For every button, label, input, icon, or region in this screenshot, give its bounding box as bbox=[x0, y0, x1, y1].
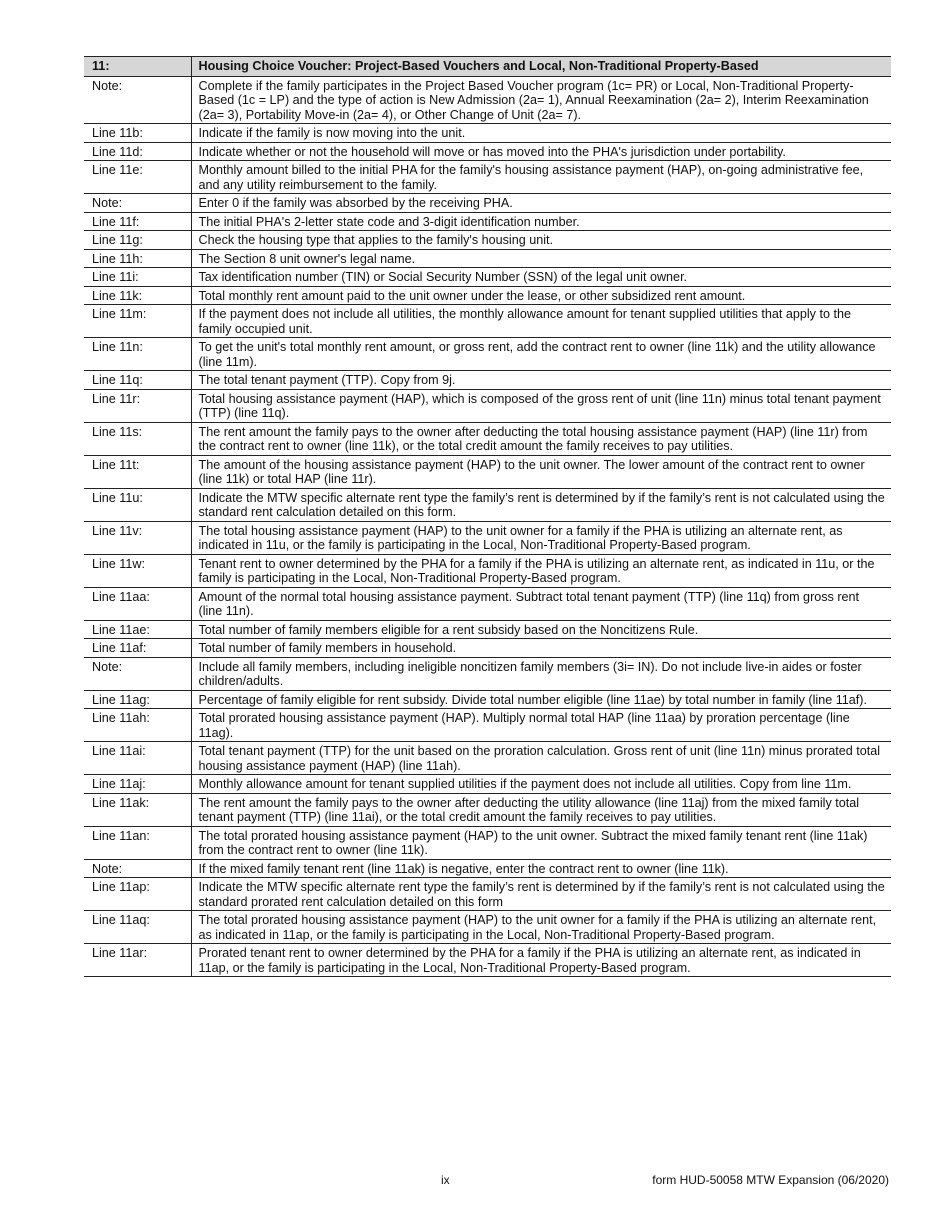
line-label: Line 11v: bbox=[84, 521, 191, 554]
instruction-row bbox=[84, 286, 891, 305]
line-description: Monthly allowance amount for tenant supplied utilities if the payment does not include all utilities. Copy from line 11m. bbox=[191, 775, 891, 794]
line-label: Line 11k: bbox=[84, 286, 191, 305]
line-label: Line 11h: bbox=[84, 249, 191, 268]
line-label: Line 11b: bbox=[84, 124, 191, 143]
line-description: Indicate whether or not the household will move or has moved into the PHA's jurisdiction under portability. bbox=[191, 142, 891, 161]
line-description: Total housing assistance payment (HAP), which is composed of the gross rent of unit (line 11n) minus total tenant payment (TTP) (line 11q). bbox=[191, 389, 891, 422]
line-description: The amount of the housing assistance payment (HAP) to the unit owner. The lower amount of the contract rent to owner (line 11k) or total HAP (line 11r). bbox=[191, 455, 891, 488]
line-label: Line 11i: bbox=[84, 268, 191, 287]
instruction-row bbox=[84, 620, 891, 639]
instruction-row bbox=[84, 554, 891, 587]
line-description: Indicate the MTW specific alternate rent type the family’s rent is determined by if the family’s rent is not calculated using the standard prorated rent calculation detailed on this form bbox=[191, 878, 891, 911]
line-description: Total number of family members eligible for a rent subsidy based on the Noncitizens Rule. bbox=[191, 620, 891, 639]
instruction-row bbox=[84, 488, 891, 521]
line-description: Monthly amount billed to the initial PHA for the family's housing assistance payment (HAP), on-going administrative fee, and any utility reimbursement to the family. bbox=[191, 161, 891, 194]
line-description: To get the unit's total monthly rent amount, or gross rent, add the contract rent to owner (line 11k) and the utility allowance (line 11m). bbox=[191, 338, 891, 371]
instruction-row bbox=[84, 194, 891, 213]
instruction-row bbox=[84, 657, 891, 690]
line-description: Tax identification number (TIN) or Social Security Number (SSN) of the legal unit owner. bbox=[191, 268, 891, 287]
instruction-row bbox=[84, 639, 891, 658]
line-label: Line 11g: bbox=[84, 231, 191, 250]
instructions-body bbox=[84, 76, 891, 977]
instruction-row bbox=[84, 878, 891, 911]
instruction-row bbox=[84, 124, 891, 143]
instruction-row bbox=[84, 422, 891, 455]
line-label: Note: bbox=[84, 859, 191, 878]
instructions-table bbox=[84, 56, 891, 977]
line-label: Note: bbox=[84, 76, 191, 124]
line-description: Percentage of family eligible for rent subsidy. Divide total number eligible (line 11ae) by total number in family (line 11af). bbox=[191, 690, 891, 709]
instruction-row bbox=[84, 142, 891, 161]
page-footer bbox=[0, 1173, 950, 1189]
instruction-row bbox=[84, 587, 891, 620]
line-description: If the mixed family tenant rent (line 11ak) is negative, enter the contract rent to owner (line 11k). bbox=[191, 859, 891, 878]
section-title: Housing Choice Voucher: Project-Based Vouchers and Local, Non-Traditional Property-Based bbox=[191, 57, 891, 77]
instruction-row bbox=[84, 161, 891, 194]
line-label: Line 11ap: bbox=[84, 878, 191, 911]
line-label: Line 11ae: bbox=[84, 620, 191, 639]
line-description: Indicate the MTW specific alternate rent type the family’s rent is determined by if the family’s rent is not calculated using the standard rent calculation detailed on this form. bbox=[191, 488, 891, 521]
line-label: Line 11f: bbox=[84, 212, 191, 231]
instruction-row bbox=[84, 690, 891, 709]
line-description: Total number of family members in household. bbox=[191, 639, 891, 658]
instruction-row bbox=[84, 249, 891, 268]
line-label: Note: bbox=[84, 194, 191, 213]
line-label: Line 11aj: bbox=[84, 775, 191, 794]
section-header-row bbox=[84, 57, 891, 77]
line-label: Line 11r: bbox=[84, 389, 191, 422]
line-label: Line 11ai: bbox=[84, 742, 191, 775]
line-label: Line 11ar: bbox=[84, 944, 191, 977]
line-description: Check the housing type that applies to the family's housing unit. bbox=[191, 231, 891, 250]
line-description: The rent amount the family pays to the owner after deducting the utility allowance (line 11aj) from the mixed family total tenant payment (TTP) (line 11ai), or the total credit amount the family receives to pay utilities. bbox=[191, 793, 891, 826]
line-description: Tenant rent to owner determined by the PHA for a family if the PHA is utilizing an alternate rent, as indicated in 11u, or the family is participating in the Local, Non-Traditional Property-Based program. bbox=[191, 554, 891, 587]
line-label: Line 11af: bbox=[84, 639, 191, 658]
line-label: Note: bbox=[84, 657, 191, 690]
line-description: Enter 0 if the family was absorbed by the receiving PHA. bbox=[191, 194, 891, 213]
line-description: The initial PHA's 2-letter state code and 3-digit identification number. bbox=[191, 212, 891, 231]
line-label: Line 11w: bbox=[84, 554, 191, 587]
instruction-row bbox=[84, 859, 891, 878]
instruction-row bbox=[84, 826, 891, 859]
line-description: If the payment does not include all utilities, the monthly allowance amount for tenant supplied utilities that apply to the family occupied unit. bbox=[191, 305, 891, 338]
instruction-row bbox=[84, 742, 891, 775]
instruction-row bbox=[84, 338, 891, 371]
document-page bbox=[84, 56, 891, 977]
line-description: The total housing assistance payment (HAP) to the unit owner for a family if the PHA is utilizing an alternate rent, as indicated in 11u, or the family is participating in the Local, Non-Traditional Property-Based program. bbox=[191, 521, 891, 554]
line-description: The rent amount the family pays to the owner after deducting the total housing assistance payment (HAP) (line 11r) from the contract rent to owner (line 11k), or the total credit amount the family receives to pay utilities. bbox=[191, 422, 891, 455]
instruction-row bbox=[84, 944, 891, 977]
instruction-row bbox=[84, 389, 891, 422]
line-description: Amount of the normal total housing assistance payment. Subtract total tenant payment (TTP) (line 11q) from gross rent (line 11n). bbox=[191, 587, 891, 620]
line-label: Line 11t: bbox=[84, 455, 191, 488]
instruction-row bbox=[84, 76, 891, 124]
line-label: Line 11ah: bbox=[84, 709, 191, 742]
line-label: Line 11aq: bbox=[84, 911, 191, 944]
line-label: Line 11an: bbox=[84, 826, 191, 859]
line-description: Complete if the family participates in the Project Based Voucher program (1c= PR) or Local, Non-Traditional Property-Based (1c = LP) and the type of action is New Admission (2a= 1), Annual Reexamination (2a= 2), Interim Reexamination (2a= 3), Portability Move-in (2a= 4), or Other Change of Unit (2a= 7). bbox=[191, 76, 891, 124]
line-description: The total prorated housing assistance payment (HAP) to the unit owner for a family if the PHA is utilizing an alternate rent, as indicated in 11ap, or the family is participating in the Local, Non-Traditional Property-Based program. bbox=[191, 911, 891, 944]
section-number: 11: bbox=[84, 57, 191, 77]
instruction-row bbox=[84, 911, 891, 944]
form-identifier: form HUD-50058 MTW Expansion (06/2020) bbox=[652, 1173, 889, 1187]
page-number: ix bbox=[441, 1173, 450, 1187]
instruction-row bbox=[84, 268, 891, 287]
instruction-row bbox=[84, 521, 891, 554]
line-label: Line 11d: bbox=[84, 142, 191, 161]
line-description: Total tenant payment (TTP) for the unit based on the proration calculation. Gross rent of unit (line 11n) minus prorated total housing assistance payment (HAP) (line 11ah). bbox=[191, 742, 891, 775]
instruction-row bbox=[84, 793, 891, 826]
line-description: Include all family members, including ineligible noncitizen family members (3i= IN). Do not include live-in aides or foster children/adults. bbox=[191, 657, 891, 690]
line-description: The Section 8 unit owner's legal name. bbox=[191, 249, 891, 268]
line-description: The total tenant payment (TTP). Copy from 9j. bbox=[191, 371, 891, 390]
line-label: Line 11n: bbox=[84, 338, 191, 371]
line-description: Total prorated housing assistance payment (HAP). Multiply normal total HAP (line 11aa) by proration percentage (line 11ag). bbox=[191, 709, 891, 742]
line-label: Line 11ak: bbox=[84, 793, 191, 826]
line-description: Indicate if the family is now moving into the unit. bbox=[191, 124, 891, 143]
line-label: Line 11q: bbox=[84, 371, 191, 390]
line-description: Prorated tenant rent to owner determined by the PHA for a family if the PHA is utilizing an alternate rent, as indicated in 11ap, or the family is participating in the Local, Non-Traditional Property-Based program. bbox=[191, 944, 891, 977]
line-label: Line 11ag: bbox=[84, 690, 191, 709]
instruction-row bbox=[84, 709, 891, 742]
instruction-row bbox=[84, 305, 891, 338]
instruction-row bbox=[84, 212, 891, 231]
line-label: Line 11e: bbox=[84, 161, 191, 194]
line-label: Line 11u: bbox=[84, 488, 191, 521]
line-label: Line 11s: bbox=[84, 422, 191, 455]
instruction-row bbox=[84, 455, 891, 488]
instruction-row bbox=[84, 775, 891, 794]
line-label: Line 11m: bbox=[84, 305, 191, 338]
instruction-row bbox=[84, 231, 891, 250]
line-description: Total monthly rent amount paid to the unit owner under the lease, or other subsidized rent amount. bbox=[191, 286, 891, 305]
line-description: The total prorated housing assistance payment (HAP) to the unit owner. Subtract the mixed family tenant rent (line 11ak) from the contract rent to owner (line 11k). bbox=[191, 826, 891, 859]
line-label: Line 11aa: bbox=[84, 587, 191, 620]
instruction-row bbox=[84, 371, 891, 390]
